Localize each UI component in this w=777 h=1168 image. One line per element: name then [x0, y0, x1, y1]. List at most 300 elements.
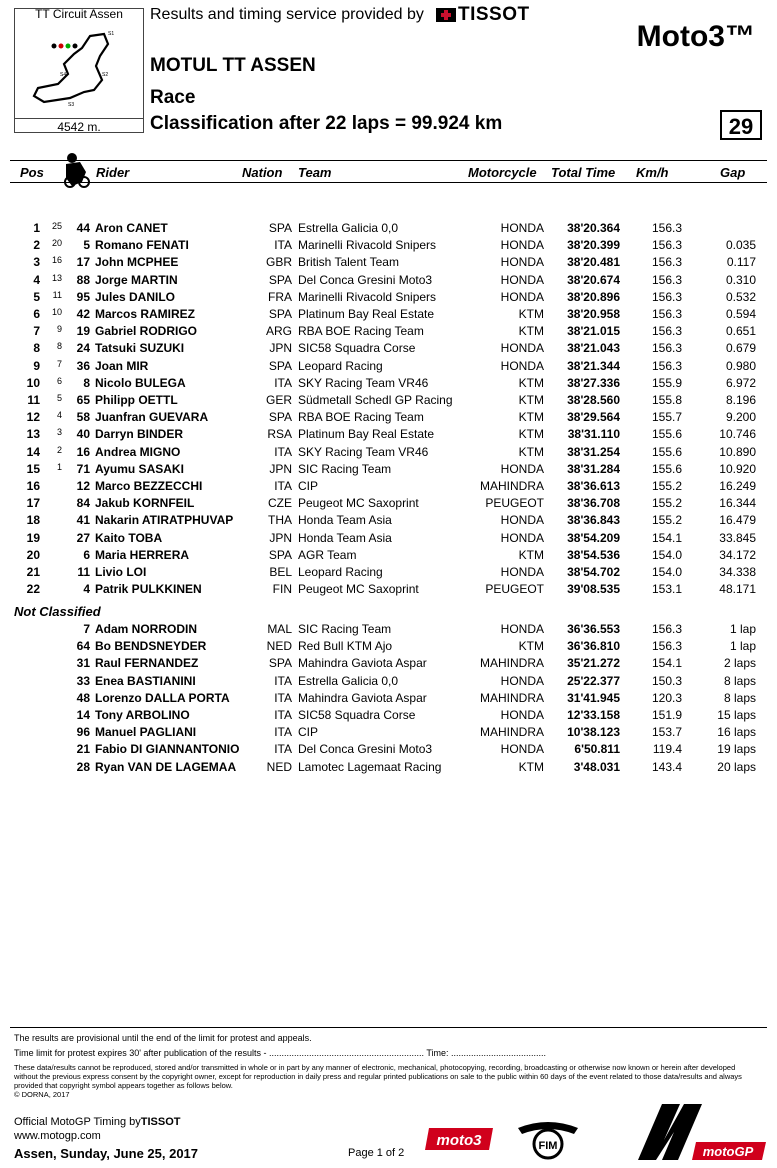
rider-number-cell: 65	[76, 393, 90, 407]
rider-number-cell: 95	[76, 289, 90, 304]
page-indicator: Page 1 of 2	[348, 1147, 405, 1159]
nation-cell: JPN	[269, 461, 292, 476]
kmh-cell: 155.2	[651, 513, 682, 528]
rider-number-cell: 19	[76, 324, 90, 339]
gap-cell: 0.117	[726, 255, 756, 270]
kmh-cell: 153.1	[651, 582, 682, 597]
provisional-note: The results are provisional until the end of the limit for protest and appeals.	[14, 1033, 312, 1043]
kmh-cell: 156.3	[651, 341, 682, 356]
pos-cell: 9	[33, 358, 40, 373]
motorcycle-cell: HONDA	[500, 358, 544, 373]
rider-number-cell: 44	[76, 221, 90, 235]
grid-cell: 10	[51, 307, 62, 317]
rider-name-cell: Tony ARBOLINO	[95, 708, 190, 722]
gap-cell: 20 laps	[717, 759, 756, 774]
kmh-cell: 155.7	[651, 410, 682, 425]
rider-number-cell: 24	[76, 341, 90, 356]
motorcycle-cell: HONDA	[500, 221, 544, 235]
motorcycle-cell: KTM	[518, 375, 544, 390]
motorcycle-cell: HONDA	[500, 341, 544, 356]
table-row	[0, 478, 777, 495]
rider-number-cell: 14	[76, 708, 90, 722]
circuit-length: 4542 m.	[14, 118, 144, 135]
gap-cell: 10.920	[719, 461, 756, 476]
pos-cell: 4	[33, 272, 40, 287]
team-cell: Leopard Racing	[298, 565, 383, 579]
official-timing	[14, 1116, 181, 1128]
rider-number-cell: 41	[76, 513, 90, 528]
pos-cell: 8	[33, 341, 40, 356]
table-row	[0, 444, 777, 461]
kmh-cell: 155.6	[651, 444, 682, 459]
gap-cell: 34.172	[719, 547, 756, 562]
kmh-cell: 154.0	[651, 547, 682, 562]
nation-cell: ITA	[274, 444, 292, 459]
team-cell: Del Conca Gresini Moto3	[298, 742, 433, 757]
total-time-cell: 25'22.377	[567, 673, 620, 688]
total-time-cell: 38'36.708	[567, 496, 620, 511]
nation-cell: ITA	[274, 375, 292, 390]
total-time-cell: 12'33.158	[567, 708, 620, 722]
rider-name-cell: Juanfran GUEVARA	[95, 410, 209, 425]
motorcycle-cell: KTM	[518, 759, 544, 774]
svg-text:S1: S1	[108, 31, 115, 37]
rider-name-cell: Nakarin ATIRATPHUVAP	[95, 513, 234, 528]
team-cell: SKY Racing Team VR46	[298, 375, 429, 390]
nation-cell: SPA	[268, 358, 292, 373]
kmh-cell: 154.1	[651, 530, 682, 545]
table-row	[0, 530, 777, 547]
rider-name-cell: Patrik PULKKINEN	[95, 582, 202, 597]
rider-name-cell: Philipp OETTL	[95, 393, 178, 407]
motorcycle-cell: HONDA	[500, 272, 544, 287]
team-cell: SIC Racing Team	[298, 461, 392, 476]
kmh-cell: 120.3	[651, 690, 682, 705]
table-row	[0, 461, 777, 478]
rider-name-cell: Enea BASTIANINI	[95, 673, 196, 688]
table-row	[0, 495, 777, 512]
nation-cell: SPA	[268, 410, 292, 425]
total-time-cell: 38'21.015	[567, 324, 620, 339]
nation-cell: GER	[265, 393, 292, 407]
gap-cell: 0.310	[725, 272, 756, 287]
total-time-cell: 38'20.674	[567, 272, 620, 287]
rider-number-cell: 96	[76, 725, 90, 740]
table-row	[0, 254, 777, 271]
table-row	[0, 409, 777, 426]
nation-cell: NED	[266, 639, 292, 654]
motorcycle-cell: KTM	[518, 639, 544, 654]
col-kmh: Km/h	[636, 165, 669, 180]
team-cell: British Talent Team	[298, 255, 399, 270]
motorcycle-cell: PEUGEOT	[485, 582, 544, 597]
copyright-block	[14, 1063, 744, 1099]
kmh-cell: 119.4	[652, 742, 682, 757]
grid-cell: 3	[56, 427, 62, 438]
table-row	[0, 289, 777, 306]
team-cell: SIC Racing Team	[298, 622, 392, 636]
kmh-cell: 153.7	[651, 725, 682, 740]
motorcycle-cell: MAHINDRA	[479, 690, 544, 705]
col-gap: Gap	[720, 165, 746, 180]
rider-name-cell: Maria HERRERA	[95, 547, 190, 562]
grid-cell: 13	[51, 272, 62, 283]
page-badge: 29	[720, 110, 762, 140]
pos-cell: 15	[26, 461, 40, 476]
motorcycle-cell: KTM	[518, 307, 544, 321]
rider-name-cell: Nicolo BULEGA	[95, 375, 186, 390]
rider-name-cell: Marcos RAMIREZ	[95, 307, 196, 321]
nation-cell: THA	[268, 513, 292, 528]
nation-cell: ITA	[274, 742, 292, 757]
pos-cell: 14	[26, 444, 40, 459]
rider-number-cell: 28	[76, 759, 90, 774]
kmh-cell: 155.6	[651, 427, 682, 442]
nation-cell: ITA	[274, 708, 292, 722]
total-time-cell: 36'36.553	[567, 622, 620, 636]
total-time-cell: 3'48.031	[573, 759, 620, 774]
rider-number-cell: 11	[77, 565, 90, 579]
kmh-cell: 156.3	[651, 289, 682, 304]
gap-cell: 0.035	[725, 238, 756, 253]
grid-cell: 8	[56, 341, 62, 352]
session-title: Race	[150, 87, 196, 108]
kmh-cell: 156.3	[651, 272, 682, 287]
gap-cell: 0.651	[725, 324, 756, 339]
nation-cell: ARG	[265, 324, 292, 339]
team-cell: Mahindra Gaviota Aspar	[298, 690, 427, 705]
kmh-cell: 151.9	[651, 708, 682, 722]
motorcycle-cell: KTM	[518, 324, 544, 339]
table-row	[0, 655, 777, 672]
grid-cell: 6	[56, 375, 62, 386]
col-motorcycle: Motorcycle	[468, 165, 537, 180]
pos-cell: 6	[33, 307, 40, 321]
rider-number-cell: 27	[76, 530, 90, 545]
kmh-cell: 156.3	[651, 255, 682, 270]
kmh-cell: 156.3	[651, 324, 682, 339]
fim-logo-text: FIM	[538, 1140, 558, 1152]
kmh-cell: 143.4	[651, 759, 682, 774]
rider-number-cell: 42	[76, 307, 90, 321]
table-row	[0, 564, 777, 581]
kmh-cell: 154.1	[651, 656, 682, 671]
motorcycle-cell: KTM	[518, 393, 544, 407]
rider-name-cell: Fabio DI GIANNANTONIO	[95, 742, 240, 757]
team-cell: Südmetall Schedl GP Racing	[298, 393, 453, 407]
gap-cell: 10.746	[719, 427, 756, 442]
header-bottom-rule	[10, 182, 767, 183]
not-classified-label: Not Classified	[14, 604, 101, 619]
rider-number-cell: 33	[76, 673, 90, 688]
pos-cell: 2	[33, 238, 40, 253]
total-time-cell: 38'20.399	[567, 238, 620, 253]
rider-name-cell: Raul FERNANDEZ	[95, 656, 199, 671]
nation-cell: FIN	[272, 582, 292, 597]
pos-cell: 3	[33, 255, 40, 270]
rider-name-cell: Gabriel RODRIGO	[95, 324, 198, 339]
rider-number-cell: 31	[76, 656, 90, 671]
grid-cell: 1	[56, 461, 62, 472]
nation-cell: SPA	[268, 656, 292, 671]
kmh-cell: 156.3	[651, 358, 682, 373]
gap-cell: 15 laps	[717, 708, 756, 722]
motorcycle-cell: HONDA	[500, 622, 544, 636]
gap-cell: 0.594	[725, 307, 756, 321]
table-row	[0, 358, 777, 375]
team-cell: Estrella Galicia 0,0	[298, 673, 399, 688]
table-row	[0, 724, 777, 741]
place-date: Assen, Sunday, June 25, 2017	[14, 1146, 199, 1161]
protest-limit: Time limit for protest expires 30' after publication of the results - .............................................................. Time: ......................................	[14, 1048, 547, 1058]
nation-cell: ITA	[274, 238, 292, 253]
rider-name-cell: Darryn BINDER	[95, 427, 184, 442]
motorcycle-cell: MAHINDRA	[479, 656, 544, 671]
rider-number-cell: 48	[76, 690, 90, 705]
gap-cell: 10.890	[719, 444, 756, 459]
rider-number-cell: 36	[76, 358, 90, 373]
classification-title: Classification after 22 laps = 99.924 km	[150, 113, 503, 134]
total-time-cell: 38'27.336	[567, 375, 620, 390]
total-time-cell: 38'20.364	[567, 221, 620, 235]
rider-name-cell: Marco BEZZECCHI	[95, 479, 203, 493]
nation-cell: SPA	[268, 307, 292, 321]
motorcycle-cell: HONDA	[500, 673, 544, 688]
total-time-cell: 6'50.811	[574, 742, 620, 757]
provider-text: Results and timing service provided by	[150, 6, 424, 23]
grid-cell: 25	[51, 221, 62, 231]
rider-number-cell: 58	[76, 410, 90, 425]
grid-cell: 7	[56, 358, 62, 369]
col-team: Team	[298, 165, 332, 180]
total-time-cell: 39'08.535	[567, 582, 620, 597]
svg-text:S4: S4	[60, 72, 67, 78]
copyright-owner: © DORNA, 2017	[14, 1090, 70, 1099]
tissot-logo	[436, 6, 530, 24]
rider-number-cell: 40	[76, 427, 90, 442]
nation-cell: JPN	[269, 341, 292, 356]
table-row	[0, 306, 777, 323]
team-cell: Lamotec Lagemaat Racing	[298, 759, 442, 774]
total-time-cell: 38'20.958	[567, 307, 620, 321]
tissot-brand: TISSOT	[458, 4, 530, 25]
grid-cell: 20	[51, 238, 62, 249]
rider-name-cell: Aron CANET	[95, 221, 168, 235]
motorcycle-cell: MAHINDRA	[479, 479, 544, 493]
motorcycle-cell: HONDA	[500, 708, 544, 722]
gap-cell: 0.679	[725, 341, 756, 356]
grid-cell: 4	[56, 410, 62, 421]
table-row	[0, 220, 777, 237]
team-cell: RBA BOE Racing Team	[298, 324, 424, 339]
nation-cell: ITA	[274, 479, 292, 493]
gap-cell: 16 laps	[717, 725, 756, 740]
nation-cell: FRA	[268, 289, 292, 304]
track-map	[24, 26, 136, 114]
table-row	[0, 340, 777, 357]
rider-number-cell: 6	[83, 547, 90, 562]
team-cell: CIP	[298, 479, 319, 493]
nation-cell: NED	[266, 759, 292, 774]
nation-cell: BEL	[269, 565, 292, 579]
gap-cell: 8 laps	[723, 690, 756, 705]
motorcycle-cell: HONDA	[500, 255, 544, 270]
nation-cell: ITA	[274, 725, 292, 740]
gap-cell: 8 laps	[723, 673, 756, 688]
timing-brand: TISSOT	[140, 1116, 181, 1128]
gap-cell: 16.249	[719, 479, 756, 493]
table-row	[0, 237, 777, 254]
total-time-cell: 38'54.209	[567, 530, 620, 545]
gap-cell: 1 lap	[729, 622, 756, 636]
col-nation: Nation	[242, 165, 283, 180]
rider-name-cell: Adam NORRODIN	[95, 622, 198, 636]
team-cell: Del Conca Gresini Moto3	[298, 272, 433, 287]
kmh-cell: 154.0	[651, 565, 682, 579]
gap-cell: 1 lap	[729, 639, 756, 654]
team-cell: RBA BOE Racing Team	[298, 410, 424, 425]
kmh-cell: 155.8	[651, 393, 682, 407]
table-row	[0, 759, 777, 776]
table-row	[0, 547, 777, 564]
rider-number-cell: 4	[83, 582, 90, 597]
team-cell: Platinum Bay Real Estate	[298, 427, 435, 442]
motorcycle-cell: HONDA	[500, 238, 544, 253]
total-time-cell: 35'21.272	[567, 656, 620, 671]
table-row	[0, 392, 777, 409]
team-cell: SIC58 Squadra Corse	[298, 708, 416, 722]
grid-cell: 2	[56, 444, 62, 455]
pos-cell: 11	[27, 393, 40, 407]
gap-cell: 0.980	[725, 358, 756, 373]
total-time-cell: 38'36.843	[567, 513, 620, 528]
nation-cell: MAL	[267, 622, 292, 636]
website-link[interactable]: www.motogp.com	[14, 1130, 101, 1142]
total-time-cell: 10'38.123	[567, 725, 620, 740]
gap-cell: 0.532	[725, 289, 756, 304]
pos-cell: 20	[26, 547, 40, 562]
total-time-cell: 38'28.560	[567, 393, 620, 407]
nation-cell: JPN	[269, 530, 292, 545]
rider-number-cell: 71	[76, 461, 90, 476]
col-total-time: Total Time	[551, 165, 616, 180]
total-time-cell: 38'36.613	[567, 479, 620, 493]
rider-name-cell: Jakub KORNFEIL	[95, 496, 195, 511]
rider-name-cell: Manuel PAGLIANI	[95, 725, 197, 740]
total-time-cell: 38'29.564	[567, 410, 620, 425]
nation-cell: SPA	[268, 272, 292, 287]
team-cell: Marinelli Rivacold Snipers	[298, 289, 437, 304]
rider-name-cell: John MCPHEE	[95, 255, 179, 270]
gap-cell: 33.845	[719, 530, 756, 545]
team-cell: Peugeot MC Saxoprint	[298, 496, 419, 511]
grid-cell: 11	[52, 289, 62, 300]
team-cell: CIP	[298, 725, 319, 740]
circuit-name: TT Circuit Assen	[35, 7, 123, 21]
rider-number-cell: 21	[76, 742, 90, 757]
rider-number-cell: 8	[83, 375, 90, 390]
grid-cell: 16	[51, 255, 62, 266]
motorcycle-cell: HONDA	[500, 742, 544, 757]
kmh-cell: 150.3	[651, 673, 682, 688]
motorcycle-cell: MAHINDRA	[479, 725, 544, 740]
copyright-text: These data/results cannot be reproduced, stored and/or transmitted in whole or in part by any manner of electronic, mechanical, photocopying, recording, broadcasting or otherwise now known or herein after developed without the previous express consent by the copyright owner, except for reproduction in daily press and regular printed publications on sale to the public within 60 days of the event related to those data/results and always provided that copyright symbol appears together as follows below.	[14, 1063, 742, 1090]
table-row	[0, 690, 777, 707]
rider-name-cell: Livio LOI	[95, 565, 147, 579]
timing-label: Official MotoGP Timing by	[14, 1116, 141, 1128]
motorcycle-cell: HONDA	[500, 289, 544, 304]
header-top-rule	[10, 160, 767, 161]
kmh-cell: 156.3	[651, 622, 682, 636]
motogp-logo	[618, 1100, 768, 1164]
total-time-cell: 38'31.110	[567, 427, 620, 442]
total-time-cell: 38'31.254	[567, 444, 620, 459]
table-row	[0, 426, 777, 443]
rider-name-cell: Ayumu SASAKI	[95, 461, 184, 476]
nation-cell: ITA	[274, 690, 292, 705]
rider-number-cell: 84	[76, 496, 90, 511]
motorcycle-cell: HONDA	[500, 513, 544, 528]
rider-name-cell: Romano FENATI	[95, 238, 189, 253]
pos-cell: 10	[26, 375, 40, 390]
motorcycle-cell: HONDA	[500, 461, 544, 476]
pos-cell: 16	[26, 479, 40, 493]
motorcycle-cell: KTM	[518, 547, 544, 562]
col-pos: Pos	[20, 165, 44, 180]
rider-name-cell: Joan MIR	[95, 358, 149, 373]
gap-cell: 16.344	[719, 496, 756, 511]
team-cell: Honda Team Asia	[298, 513, 392, 528]
nation-cell: SPA	[268, 547, 292, 562]
nation-cell: GBR	[265, 255, 292, 270]
table-row	[0, 741, 777, 758]
total-time-cell: 38'20.481	[567, 255, 620, 270]
gap-cell: 6.972	[725, 375, 756, 390]
rider-number-cell: 16	[76, 444, 90, 459]
grid-cell: 5	[56, 393, 62, 403]
kmh-cell: 155.2	[651, 479, 682, 493]
gap-cell: 34.338	[719, 565, 756, 579]
motorcycle-cell: PEUGEOT	[485, 496, 544, 511]
total-time-cell: 38'21.344	[567, 358, 620, 373]
gap-cell: 9.200	[725, 410, 756, 425]
kmh-cell: 155.9	[651, 375, 682, 390]
col-rider: Rider	[96, 165, 130, 180]
nation-cell: ITA	[274, 673, 292, 688]
kmh-cell: 156.3	[651, 221, 682, 235]
rider-number-cell: 88	[76, 272, 90, 287]
total-time-cell: 38'20.896	[567, 289, 620, 304]
rider-name-cell: Kaito TOBA	[95, 530, 163, 545]
table-row	[0, 621, 777, 638]
total-time-cell: 31'41.945	[567, 690, 620, 705]
pos-cell: 21	[26, 565, 40, 579]
nation-cell: SPA	[268, 221, 292, 235]
rider-name-cell: Bo BENDSNEYDER	[95, 639, 207, 654]
svg-text:S2: S2	[102, 72, 109, 78]
pos-cell: 17	[26, 496, 40, 511]
table-row	[0, 375, 777, 392]
motorcycle-cell: KTM	[518, 444, 544, 459]
moto3-logo	[423, 1126, 495, 1152]
team-cell: Red Bull KTM Ajo	[298, 639, 393, 654]
total-time-cell: 36'36.810	[567, 639, 620, 654]
total-time-cell: 38'54.536	[567, 547, 620, 562]
team-cell: Peugeot MC Saxoprint	[298, 582, 419, 597]
rider-number-cell: 64	[76, 639, 90, 654]
pos-cell: 1	[33, 221, 40, 235]
nation-cell: CZE	[268, 496, 292, 511]
